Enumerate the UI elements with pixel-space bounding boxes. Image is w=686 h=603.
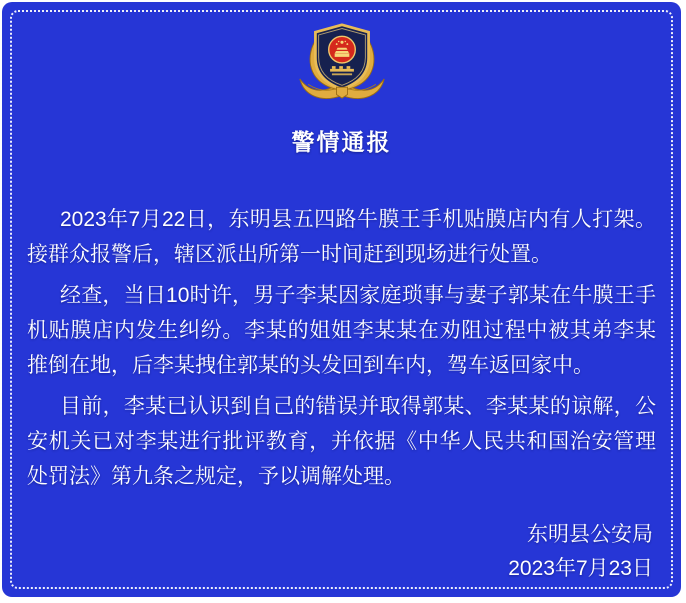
notice-title: 警情通报 [291,129,392,155]
notice-panel [2,2,681,597]
notice-signature-block [2,518,653,586]
notice-paragraph-1: 2023年7月22日，东明县五四路牛膜王手机贴膜店内有人打架。接群众报警后，辖区派出所第一时间赶到现场进行处置。 [27,208,656,266]
china-police-badge-icon [296,23,388,111]
signature-agency: 东明县公安局 [527,523,653,546]
notice-paragraph-3: 目前，李某已认识到自己的错误并取得郭某、李某某的谅解，公安机关已对李某进行批评教育，并依据《中华人民共和国治安管理处罚法》第九条之规定，予以调解处理。 [27,395,656,488]
signature-date: 2023年7月23日 [508,557,653,580]
notice-body [27,202,656,494]
notice-paragraph-2: 经查，当日10时许，男子李某因家庭琐事与妻子郭某在牛膜王手机贴膜店内发生纠纷。李某的姐姐李某某在劝阻过程中被其弟李某推倒在地，后李某拽住郭某的头发回到车内，驾车返回家中。 [27,284,656,377]
